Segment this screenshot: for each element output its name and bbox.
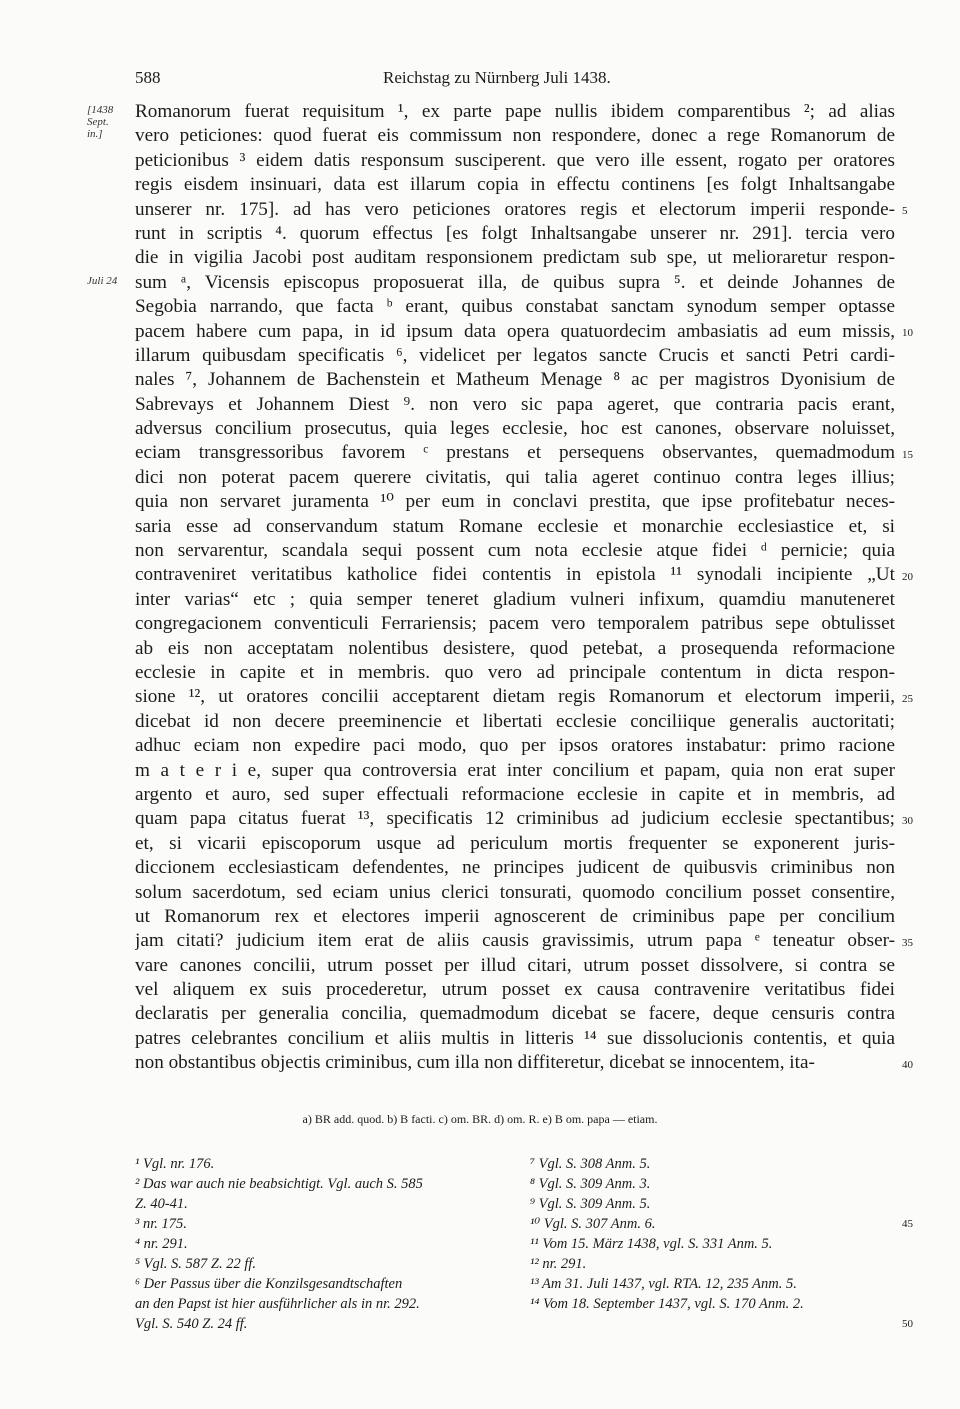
page-number: 588 [135, 68, 161, 87]
line-number: 10 [902, 326, 913, 339]
footnote-line: Z. 40-41. [135, 1196, 188, 1212]
text-line: ecclesie in capite et in membris. quo vero ad principale contentum in dicta respon- [135, 661, 895, 683]
text-line: regis eisdem insinuari, data est illarum copia in effectu continens [es folgt Inhaltsangabe [135, 174, 895, 196]
text-line: ut Romanorum rex et electores imperii agnoscerent de criminibus pape per concilium [135, 905, 895, 927]
footnote-line: ¹ Vgl. nr. 176. [135, 1156, 215, 1172]
text-line: vel aliquem ex suis procederetur, utrum posset ex causa contravenire veritatibus fidei [135, 979, 895, 1001]
footnote-line: ⁶ Der Passus über die Konzilsgesandtschaften [135, 1276, 403, 1292]
footnote-line: ⁴ nr. 291. [135, 1236, 188, 1252]
text-line: Segobia narrando, que facta ᵇ erant, quibus constabat sanctam synodum semper optasse [135, 296, 895, 318]
line-number: 40 [902, 1058, 913, 1071]
text-line: non obstantibus objectis criminibus, cum illa non diffiteretur, dicebat se innocentem, ita- [135, 1052, 815, 1074]
text-line: die in vigilia Jacobi post auditam responsionem predictam sub spe, ut melioraretur respon- [135, 247, 895, 269]
text-line: dicebat id non decere preeminencie et libertati ecclesie conciliique generalis auctoritati; [135, 710, 895, 732]
footnote-line: ⁵ Vgl. S. 587 Z. 22 ff. [135, 1256, 257, 1272]
running-title: Reichstag zu Nürnberg Juli 1438. [383, 68, 611, 87]
footnote-line: ¹⁰ Vgl. S. 307 Anm. 6. [530, 1216, 656, 1232]
text-line: contraveniret veritatibus katholice fidei contentis in epistola ¹¹ synodali incipiente „Ut [135, 564, 895, 586]
text-line: non servarentur, scandala sequi possent cum nota ecclesie atque fidei ᵈ pernicie; quia [135, 540, 895, 562]
text-line: sum ᵃ, Vicensis episcopus proposuerat illa, de quibus supra ⁵. et deinde Johannes de [135, 271, 895, 293]
line-number: 5 [902, 204, 908, 217]
text-line: et, si vicarii episcoporum usque ad periculum mortis frequenter se exponerent juris- [135, 832, 895, 854]
text-line: vero peticiones: quod fuerat eis commissum non respondere, donec a rege Romanorum de [135, 125, 895, 147]
text-line: Sabrevays et Johannem Diest ⁹. non vero sic papa ageret, que contraria pacis erant, [135, 393, 895, 415]
text-line: peticionibus ³ eidem datis responsum susciperent. que vero ille essent, rogato per oratores [135, 149, 895, 171]
footnote-line: ⁸ Vgl. S. 309 Anm. 3. [530, 1176, 651, 1192]
footnote-line: ¹² nr. 291. [530, 1256, 587, 1272]
text-line: runt in scriptis ⁴. quorum effectus [es folgt Inhaltsangabe unserer nr. 291]. tercia vero [135, 222, 895, 244]
line-number: 35 [902, 936, 913, 949]
main-text [135, 100, 895, 1076]
footnote-line: ¹¹ Vom 15. März 1438, vgl. S. 331 Anm. 5. [530, 1236, 773, 1252]
text-line: unserer nr. 175]. ad has vero peticiones oratores regis et electorum imperii responde- [135, 198, 895, 220]
footnote-line: an den Papst ist hier ausführlicher als in nr. 292. [135, 1296, 420, 1312]
text-line: eciam transgressoribus favorem ᶜ prestans et persequens observantes, quemadmodum [135, 442, 895, 464]
margin-date-note: [1438 Sept. in.] [87, 104, 114, 140]
footnote-line: ¹³ Am 31. Juli 1437, vgl. RTA. 12, 235 Anm. 5. [530, 1276, 797, 1292]
text-line: Romanorum fuerat requisitum ¹, ex parte pape nullis ibidem comparentibus ²; ad alias [135, 101, 895, 122]
text-line: ab eis non acceptatam nolentibus desistere, quod petebat, a prosequenda reformacione [135, 637, 895, 659]
footnote-line: ¹⁴ Vom 18. September 1437, vgl. S. 170 Anm. 2. [530, 1296, 804, 1312]
text-line: congregacionem conventiculi Ferrariensis; pacem vero temporalem patribus sepe obtulisset [135, 613, 895, 635]
text-line: inter varias“ etc ; quia semper teneret gladium vulneri infixum, quamdiu manuteneret [135, 588, 895, 610]
footnote-line: Vgl. S. 540 Z. 24 ff. [135, 1316, 248, 1332]
line-number: 30 [902, 814, 913, 827]
text-line: adversus concilium prosecutus, quia leges ecclesie, hoc est canones, observare noluisset, [135, 418, 895, 440]
text-line: pacem habere cum papa, in id ipsum data opera quatuordecim ambasiatis ad eum missis, [135, 320, 895, 342]
text-line: adhuc eciam non expedire paci modo, quo per ipsos oratores instabatur: primo racione [135, 735, 895, 757]
line-number: 15 [902, 448, 913, 461]
text-line: solum sacerdotum, sed eciam unius clerici tonsurati, quomodo concilium posset consentire, [135, 881, 895, 903]
footnote-line-number: 50 [902, 1318, 913, 1330]
text-line: jam citati? judicium item erat de aliis causis gravissimis, utrum papa ᵉ teneatur obser- [135, 930, 895, 952]
text-line: quia non servaret juramenta ¹⁰ per eum in conclavi prestita, que ipse profitebatur neces- [135, 491, 895, 513]
margin-date-note: Juli 24 [87, 274, 118, 287]
text-line: declaratis per generalia concilia, quemadmodum dicebat se facere, deque censuris contra [135, 1003, 895, 1025]
footnote-line: ² Das war auch nie beabsichtigt. Vgl. auch S. 585 [135, 1176, 423, 1192]
line-number: 25 [902, 692, 913, 705]
critical-apparatus: a) BR add. quod. b) B facti. c) om. BR. d) om. R. e) B om. papa — etiam. [302, 1112, 658, 1126]
text-line: sione ¹², ut oratores concilii acceptarent dietam regis Romanorum et electorum imperii, [135, 686, 895, 708]
footnotes-left-column [135, 1154, 525, 1334]
footnote-line: ³ nr. 175. [135, 1216, 187, 1232]
footnote-line-number: 45 [902, 1218, 913, 1230]
text-line: diccionem ecclesiasticam defendentes, ne principes judicent de quibusvis criminibus non [135, 857, 895, 879]
text-line: dici non poterat pacem querere civitatis, qui talia ageret continuo contra leges illius; [135, 466, 895, 488]
footnote-line: ⁷ Vgl. S. 308 Anm. 5. [530, 1156, 651, 1172]
text-line: patres celebrantes concilium et aliis multis in litteris ¹⁴ sue dissolucionis contentis, et quia [135, 1027, 895, 1049]
line-number: 20 [902, 570, 913, 583]
footnote-line: ⁹ Vgl. S. 309 Anm. 5. [530, 1196, 651, 1212]
footnotes-right-column [530, 1154, 920, 1314]
text-line: nales ⁷, Johannem de Bachenstein et Matheum Menage ⁸ ac per magistros Dyonisium de [135, 369, 895, 391]
text-line: argento et auro, sed super effectuali reformacione ecclesie in capite et in membris, ad [135, 783, 895, 805]
text-line: saria esse ad conservandum statum Romane ecclesie et monarchie ecclesiastice et, si [135, 515, 895, 537]
text-line: illarum quibusdam specificatis ⁶, videlicet per legatos sancte Crucis et sancti Petri cardi- [135, 344, 895, 366]
running-header [135, 68, 895, 94]
text-line: m a t e r i e, super qua controversia erat inter concilium et papam, quia non erat super [135, 759, 895, 781]
text-line: quam papa citatus fuerat ¹³, specificatis 12 criminibus ad judicium ecclesie spectantibus; [135, 808, 895, 830]
text-line: vare canones concilii, utrum posset per illud citari, utrum posset dissolvere, si contra se [135, 954, 895, 976]
